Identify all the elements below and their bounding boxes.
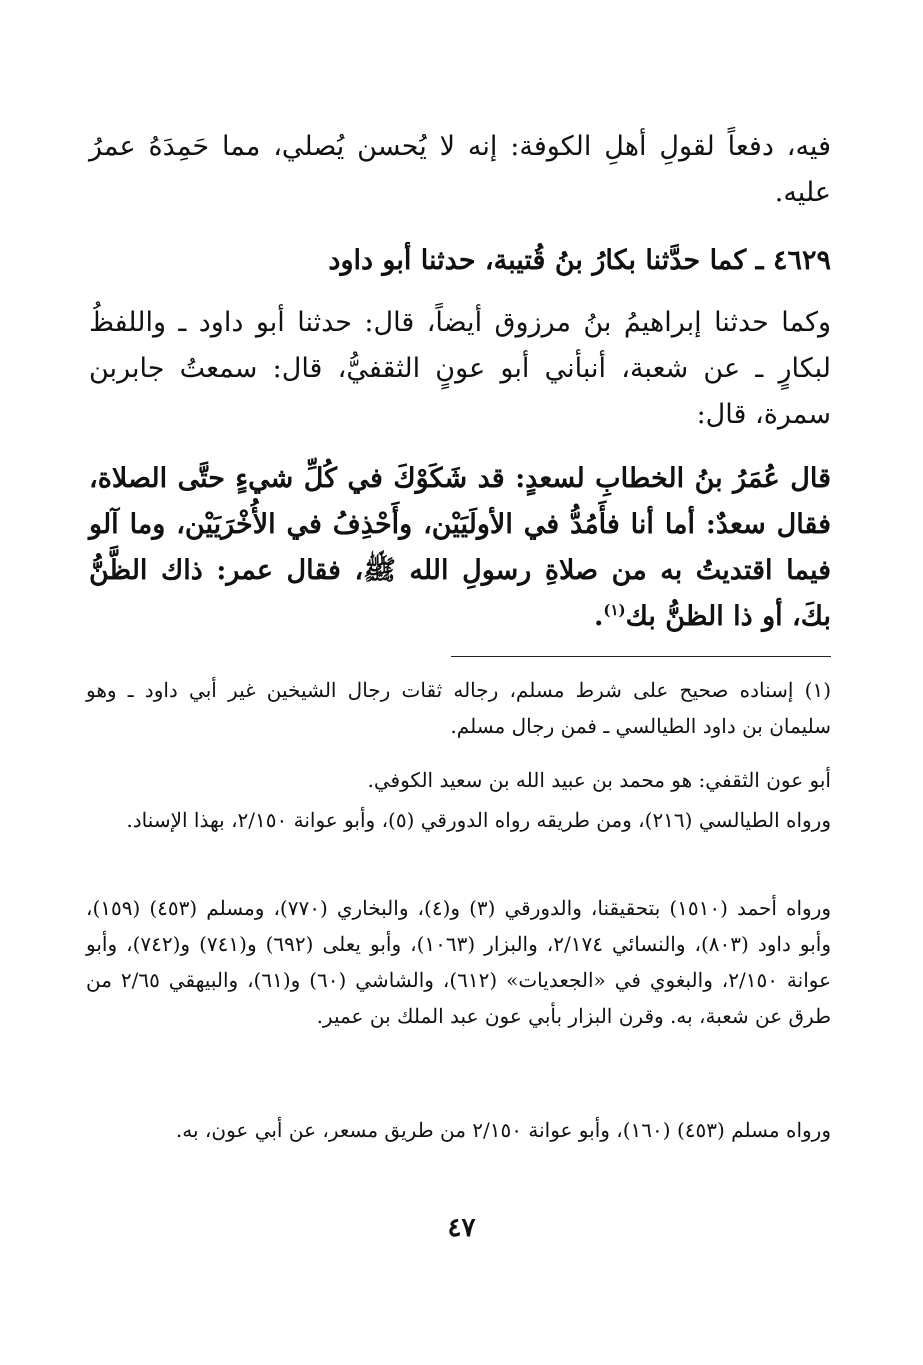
paragraph-continuation: فيه، دفعاً لقولِ أهلِ الكوفة: إنه لا يُحسن يُصلي، مما حَمِدَهُ عمرُ عليه. (89, 131, 831, 208)
footnote-ahmad: ورواه أحمد (١٥١٠) بتحقيقنا، والدورقي (٣) و(٤)، والبخاري (٧٧٠)، ومسلم (٤٥٣) (١٥٩)، وأبو داود (٨٠٣)، والنسائي ٢/١٧٤، والبزار (١٠٦٣)، وأبو يعلى (٦٩٢) و(٧٤١) و(٧٤٢)، وأبو عوانة ٢/١٥٠، والبغوي في «الجعديات» (٦١٢)، والشاشي (٦٠) و(٦١)، والبيهقي ٢/٦٥ من طرق عن شعبة، به. وقرن البزار بأبي عون عبد الملك بن عمير. (86, 896, 832, 1028)
footnote-marker: (١) (603, 601, 626, 619)
hadith-text (89, 456, 831, 640)
footnote-1: (١) إسناده صحيح على شرط مسلم، رجاله ثقات رجال الشيخين غير أبي داود ـ وهو سليمان بن داود الطيالسي ـ فمن رجال مسلم. (86, 678, 831, 738)
footnote-muslim: ورواه مسلم (٤٥٣) (١٦٠)، وأبو عوانة ٢/١٥٠ من طريق مسعر، عن أبي عون، به. (175, 1118, 831, 1142)
hadith-chain-second: وكما حدثنا إبراهيمُ بنُ مرزوق أيضاً، قال: حدثنا أبو داود ـ واللفظُ لبكارٍ ـ عن شعبة، أنبأني أبو عونٍ الثقفيُّ، قال: سمعتُ جابربن سمرة، قال: (89, 307, 831, 430)
hadith-text-body: قال عُمَرُ بنُ الخطابِ لسعدٍ: قد شَكَوْكَ في كُلِّ شيءٍ حتَّى الصلاة، فقال سعدٌ: أما أنا فأَمُدُّ في الأولَيَيْن، وأَحْذِفُ في الأُخْرَيَيْن، وما آلو فيما اقتديتُ به من صلاةِ رسولِ الله ﷺ، فقال عمر: ذاك الظَّنُّ بكَ، أو ذا الظنُّ بك (89, 463, 831, 632)
hadith-number-chain: ٤٦٢٩ ـ كما حدَّثنا بكارُ بنُ قُتيبة، حدثنا أبو داود (328, 245, 831, 276)
footnote-separator (451, 656, 831, 657)
hadith-text-end: . (593, 601, 604, 632)
page-number: ٤٧ (447, 1213, 476, 1243)
footnote-narrator: أبو عون الثقفي: هو محمد بن عبيد الله بن سعيد الكوفي. (367, 768, 831, 792)
footnote-tayalisi: ورواه الطيالسي (٢١٦)، ومن طريقه رواه الدورقي (٥)، وأبو عوانة ٢/١٥٠، بهذا الإسناد. (126, 808, 831, 832)
